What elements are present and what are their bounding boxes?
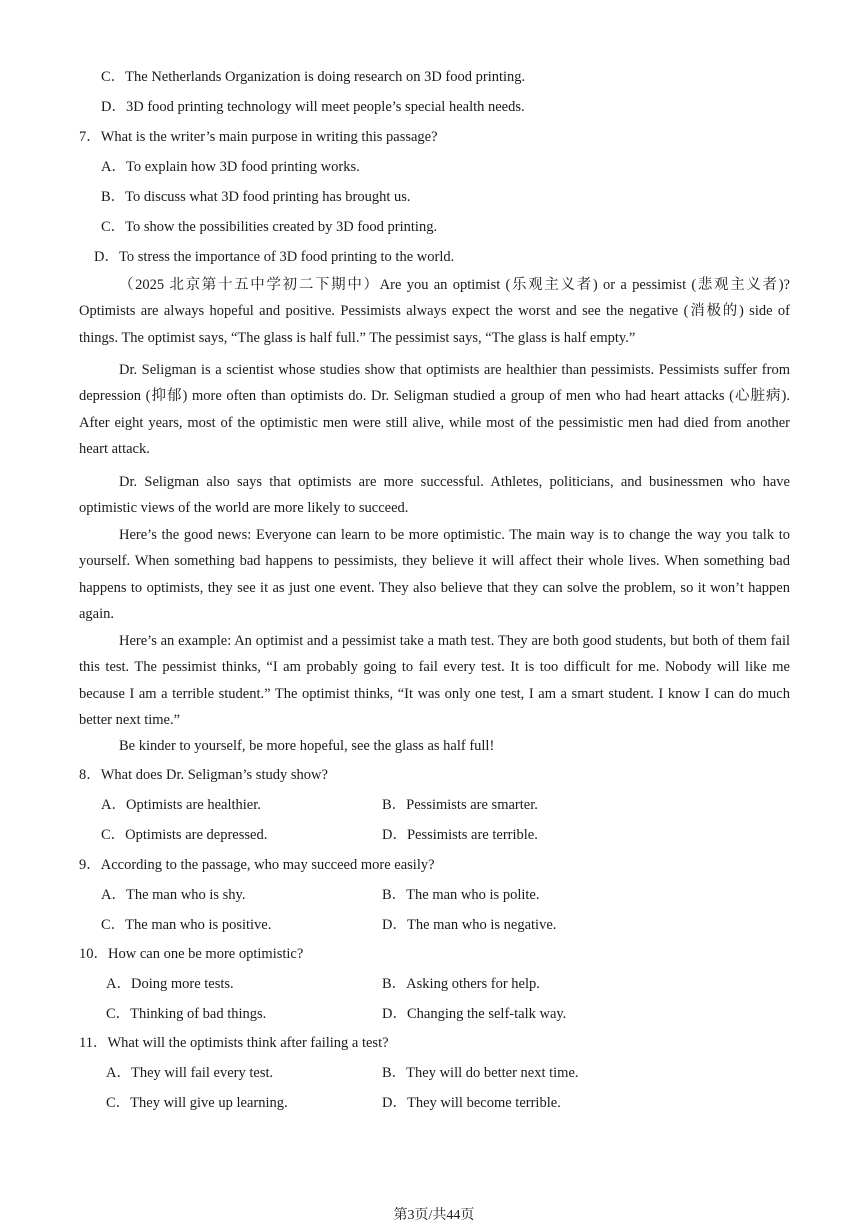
- option-label: D．: [382, 1006, 407, 1022]
- option-text: The man who is shy.: [125, 887, 246, 903]
- option-label: B．: [382, 887, 407, 903]
- option-label: C．: [106, 1095, 131, 1111]
- passage-paragraph-6: Be kinder to yourself, be more hopeful, see the glass as half full!: [119, 738, 495, 754]
- option-text: Doing more tests.: [130, 976, 234, 992]
- option-label: A．: [106, 1065, 131, 1081]
- passage-paragraph-1: （2025 北京第十五中学初二下期中）Are you an optimist (乐观主义者) or a pessimist (悲观主义者)? Optimists are always hopeful and positive. Pessimists always expect the worst and see the negative (消极的) side of things. The optimist says, “The glass is half full.” The pessimist says, “The glass is half empty.”: [79, 277, 790, 346]
- option-text: To show the possibilities created by 3D food printing.: [125, 219, 438, 235]
- question-8-option-a: [101, 796, 261, 814]
- option-label: D．: [382, 827, 407, 843]
- question-7-option-c: [101, 218, 437, 236]
- passage-paragraph-5: Here’s an example: An optimist and a pessimist take a math test. They are both good students, but both of them fail this test. The pessimist thinks, “I am probably going to fail every test. It is too difficult for me. Nobody will like me because I am a terrible student.” The optimist thinks, “It was only one test, I am a smart student. I know I can do much better next time.”: [79, 633, 790, 728]
- option-text: To discuss what 3D food printing has brought us.: [125, 189, 411, 205]
- option-label: C．: [101, 219, 126, 235]
- passage-paragraph-3: Dr. Seligman also says that optimists are more successful. Athletes, politicians, and businessmen who have optimistic views of the world are more likely to succeed.: [79, 474, 790, 517]
- question-11-stem: 11．What will the optimists think after failing a test?: [79, 1035, 389, 1051]
- option-text: Optimists are healthier.: [125, 797, 261, 813]
- option-label: C．: [106, 1006, 131, 1022]
- option-label: A．: [101, 159, 126, 175]
- option-label: D．: [101, 99, 126, 115]
- option-label: B．: [382, 976, 407, 992]
- question-7-option-b: [101, 188, 411, 206]
- option-text: The man who is polite.: [406, 887, 540, 903]
- question-10-option-c: [106, 1005, 266, 1023]
- option-label: C．: [101, 827, 126, 843]
- option-label: A．: [101, 797, 126, 813]
- question-11-option-b: [382, 1064, 579, 1082]
- option-label: D．: [382, 917, 407, 933]
- option-label: D．: [94, 249, 119, 265]
- option-text: Pessimists are smarter.: [406, 797, 538, 813]
- question-9-option-a: [101, 886, 245, 904]
- question-9-option-b: [382, 886, 539, 904]
- option-text: They will become terrible.: [406, 1095, 561, 1111]
- option-text: Asking others for help.: [406, 976, 540, 992]
- option-text: Thinking of bad things.: [130, 1006, 267, 1022]
- option-text: Pessimists are terrible.: [406, 827, 538, 843]
- question-7-stem: 7．What is the writer’s main purpose in writing this passage?: [79, 129, 438, 145]
- question-8-stem: 8．What does Dr. Seligman’s study show?: [79, 767, 328, 783]
- prev-option-c: [101, 68, 525, 86]
- passage-paragraph-4: Here’s the good news: Everyone can learn to be more optimistic. The main way is to change the way you talk to yourself. When something bad happens to pessimists, they believe it will affect their whole lives. When something bad happens to optimists, they see it as just one event. They also believe that they can solve the problem, so it won’t happen again.: [79, 527, 790, 622]
- question-9-stem: 9．According to the passage, who may succeed more easily?: [79, 857, 435, 873]
- option-text: Changing the self-talk way.: [406, 1006, 567, 1022]
- option-label: D．: [382, 1095, 407, 1111]
- option-text: They will fail every test.: [130, 1065, 274, 1081]
- question-10-option-d: [382, 1005, 566, 1023]
- question-8-option-d: [382, 826, 538, 844]
- prev-option-d: [101, 98, 525, 116]
- option-text: The Netherlands Organization is doing research on 3D food printing.: [125, 69, 526, 85]
- option-label: B．: [382, 797, 407, 813]
- question-10-stem: 10．How can one be more optimistic?: [79, 946, 304, 962]
- question-11-option-d: [382, 1094, 561, 1112]
- option-label: A．: [106, 976, 131, 992]
- option-label: C．: [101, 917, 126, 933]
- option-label: A．: [101, 887, 126, 903]
- option-text: The man who is negative.: [406, 917, 557, 933]
- option-text: The man who is positive.: [125, 917, 272, 933]
- option-text: To explain how 3D food printing works.: [125, 159, 360, 175]
- question-10-option-a: [106, 975, 234, 993]
- passage-paragraph-2: Dr. Seligman is a scientist whose studies show that optimists are healthier than pessimists. Pessimists suffer from depression (抑郁) more often than optimists do. Dr. Seligman studied a group of men who had heart attacks (心脏病). After eight years, most of the optimistic men were still alive, while most of the pessimistic men had died from another heart attack.: [79, 362, 790, 457]
- question-8-option-c: [101, 826, 267, 844]
- question-7-option-a: [101, 158, 360, 176]
- option-text: They will do better next time.: [406, 1065, 579, 1081]
- option-label: B．: [101, 189, 126, 205]
- option-label: B．: [382, 1065, 407, 1081]
- question-9-option-c: [101, 916, 271, 934]
- question-10-option-b: [382, 975, 540, 993]
- option-label: C．: [101, 69, 126, 85]
- question-8-option-b: [382, 796, 538, 814]
- question-11-option-c: [106, 1094, 288, 1112]
- option-text: They will give up learning.: [130, 1095, 288, 1111]
- option-text: Optimists are depressed.: [125, 827, 268, 843]
- question-9-option-d: [382, 916, 556, 934]
- page-number: 第3页/共44页: [393, 1208, 475, 1223]
- option-text: 3D food printing technology will meet people’s special health needs.: [125, 99, 525, 115]
- option-text: To stress the importance of 3D food printing to the world.: [118, 249, 455, 265]
- question-7-option-d: [94, 248, 454, 266]
- question-11-option-a: [106, 1064, 273, 1082]
